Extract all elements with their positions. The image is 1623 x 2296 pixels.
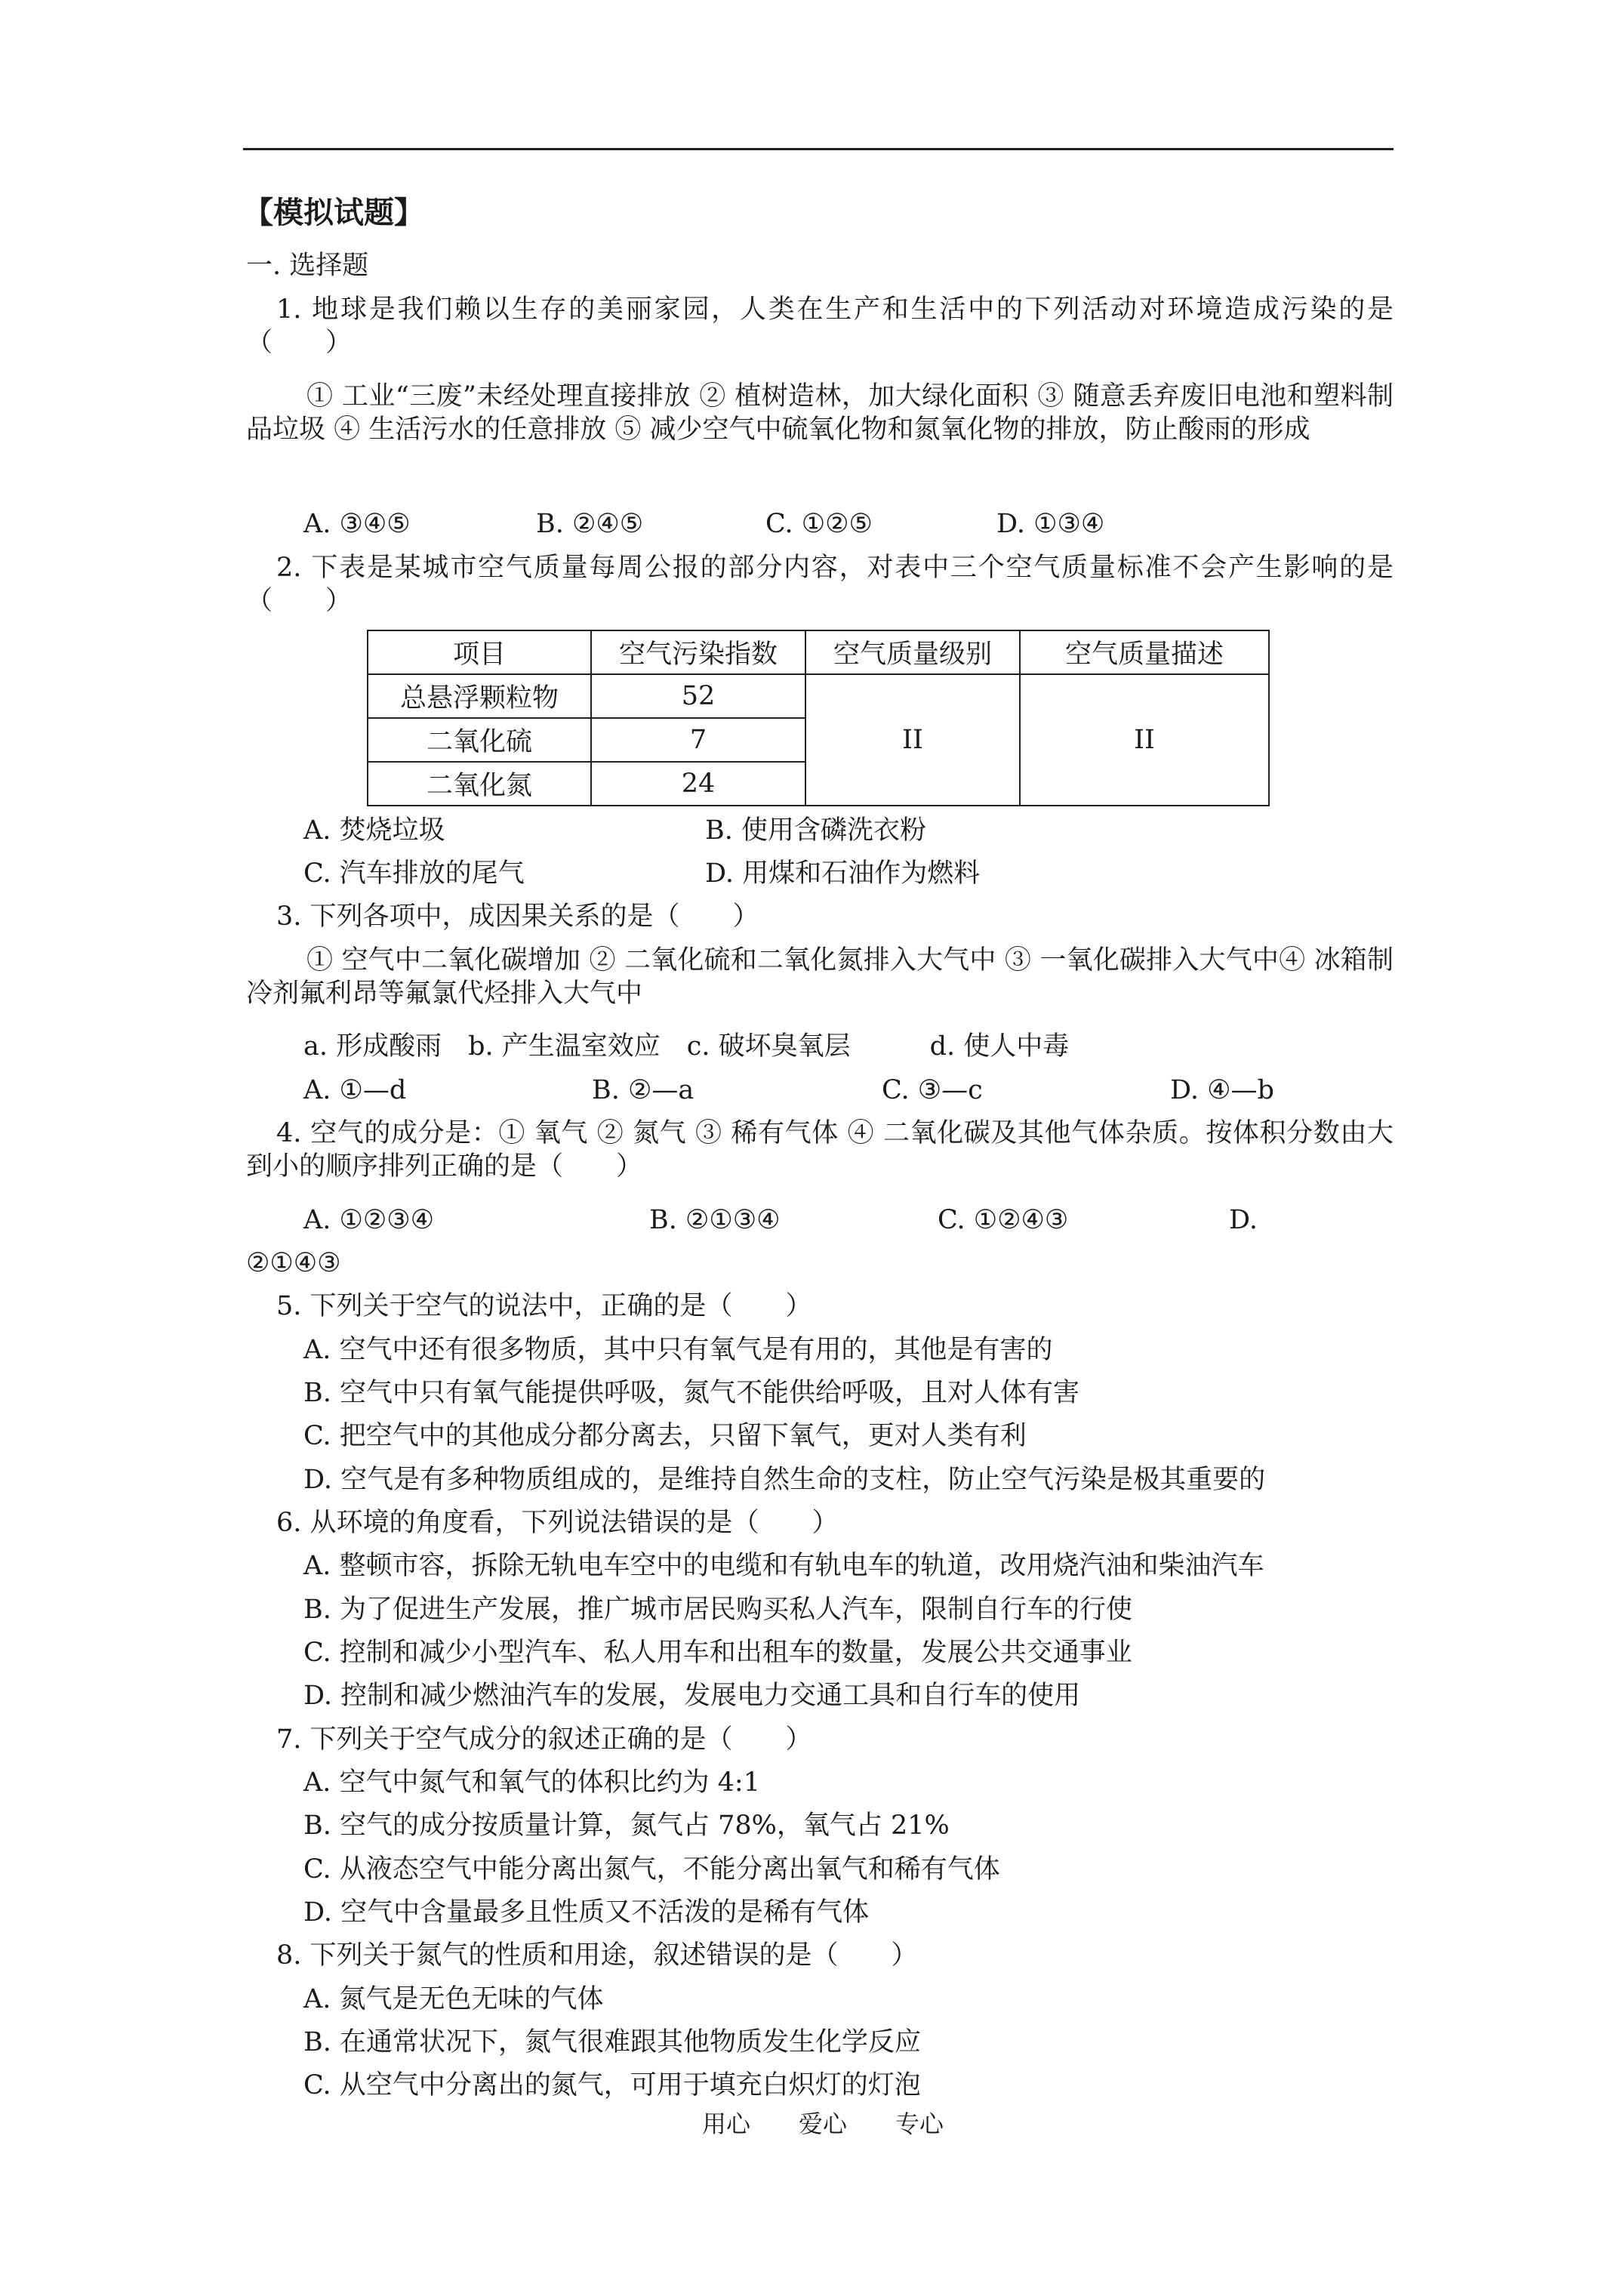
q3-option-c: C. ③—c xyxy=(882,1075,983,1105)
table-header: 项目 xyxy=(368,630,591,674)
table-header: 空气质量描述 xyxy=(1020,630,1269,674)
q6-option-c: C. 控制和减少小型汽车、私人用车和出租车的数量，发展公共交通事业 xyxy=(303,1638,1132,1668)
section-title: 【模拟试题】 xyxy=(243,195,424,230)
page-footer: 用心 爱心 专心 xyxy=(702,2110,944,2138)
q1-option-c: C. ①②⑤ xyxy=(765,509,873,539)
q2-option-a: A. 焚烧垃圾 xyxy=(303,815,445,846)
q2-stem: 2. 下表是某城市空气质量每周公报的部分内容，对表中三个空气质量标准不会产生影响的是（ ） xyxy=(246,553,1394,616)
q6-stem: 6. 从环境的角度看，下列说法错误的是（ ） xyxy=(276,1508,839,1538)
q3-option-b: B. ②—a xyxy=(592,1075,694,1105)
q2-option-c: C. 汽车排放的尾气 xyxy=(303,858,525,889)
table-cell-description: II xyxy=(1020,674,1269,806)
q6-option-d: D. 控制和减少燃油汽车的发展，发展电力交通工具和自行车的使用 xyxy=(303,1681,1081,1711)
q1-option-d: D. ①③④ xyxy=(996,509,1105,539)
q5-option-b: B. 空气中只有氧气能提供呼吸，氮气不能供给呼吸，且对人体有害 xyxy=(303,1378,1079,1408)
table-row xyxy=(368,674,1269,718)
q8-option-a: A. 氮气是无色无味的气体 xyxy=(303,1984,604,2014)
q3-effects: a. 形成酸雨 b. 产生温室效应 c. 破坏臭氧层 d. 使人中毒 xyxy=(303,1031,1070,1062)
q2-option-b: B. 使用含磷洗衣粉 xyxy=(705,815,926,846)
air-quality-table xyxy=(367,630,1270,806)
table-cell: 24 xyxy=(591,762,805,806)
q8-stem: 8. 下列关于氮气的性质和用途，叙述错误的是（ ） xyxy=(276,1940,918,1971)
q6-option-a: A. 整顿市容，拆除无轨电车空中的电缆和有轨电车的轨道，改用烧汽油和柴油汽车 xyxy=(303,1551,1264,1581)
q5-option-c: C. 把空气中的其他成分都分离去，只留下氧气，更对人类有利 xyxy=(303,1421,1027,1451)
q5-stem: 5. 下列关于空气的说法中，正确的是（ ） xyxy=(276,1291,812,1321)
q8-option-b: B. 在通常状况下，氮气很难跟其他物质发生化学反应 xyxy=(303,2027,921,2057)
q3-option-d: D. ④—b xyxy=(1170,1075,1274,1105)
q4-option-b: B. ②①③④ xyxy=(649,1205,781,1235)
q5-option-a: A. 空气中还有很多物质，其中只有氧气是有用的，其他是有害的 xyxy=(303,1335,1053,1365)
q6-option-b: B. 为了促进生产发展，推广城市居民购买私人汽车，限制自行车的行使 xyxy=(303,1595,1132,1625)
q1-option-b: B. ②④⑤ xyxy=(536,509,644,539)
q4-option-a: A. ①②③④ xyxy=(303,1205,435,1235)
q4-stem: 4. 空气的成分是：① 氧气 ② 氮气 ③ 稀有气体 ④ 二氧化碳及其他气体杂质。按体积分数由大到小的顺序排列正确的是（ ） xyxy=(246,1118,1394,1182)
q1-stem: 1. 地球是我们赖以生存的美丽家园，人类在生产和生活中的下列活动对环境造成污染的是（ ） xyxy=(246,294,1394,358)
table-cell: 52 xyxy=(591,674,805,718)
q7-option-d: D. 空气中含量最多且性质又不活泼的是稀有气体 xyxy=(303,1897,870,1928)
q3-stem: 3. 下列各项中，成因果关系的是（ ） xyxy=(276,901,759,932)
q4-option-d: D. xyxy=(1229,1205,1258,1235)
q4-option-d-value: ②①④③ xyxy=(246,1248,341,1278)
table-header: 空气污染指数 xyxy=(591,630,805,674)
q7-option-c: C. 从液态空气中能分离出氮气，不能分离出氧气和稀有气体 xyxy=(303,1854,1000,1885)
q3-items: ① 空气中二氧化碳增加 ② 二氧化硫和二氧化氮排入大气中 ③ 一氧化碳排入大气中④ 冰箱制冷剂氟利昂等氟氯代烃排入大气中 xyxy=(246,945,1394,1009)
q5-option-d: D. 空气是有多种物质组成的，是维持自然生命的支柱，防止空气污染是极其重要的 xyxy=(303,1465,1266,1495)
header-rule xyxy=(243,148,1394,150)
table-header: 空气质量级别 xyxy=(805,630,1020,674)
table-cell: 总悬浮颗粒物 xyxy=(368,674,591,718)
table-cell-level: II xyxy=(805,674,1020,806)
table-cell: 二氧化氮 xyxy=(368,762,591,806)
q2-option-d: D. 用煤和石油作为燃料 xyxy=(705,858,981,889)
table-cell: 二氧化硫 xyxy=(368,718,591,762)
q7-option-a: A. 空气中氮气和氧气的体积比约为 4:1 xyxy=(303,1767,760,1798)
table-header-row xyxy=(368,630,1269,674)
q7-stem: 7. 下列关于空气成分的叙述正确的是（ ） xyxy=(276,1724,812,1755)
table-cell: 7 xyxy=(591,718,805,762)
q3-option-a: A. ①—d xyxy=(303,1075,407,1105)
q4-option-c: C. ①②④③ xyxy=(938,1205,1069,1235)
part-title: 一. 选择题 xyxy=(246,251,369,281)
q8-option-c: C. 从空气中分离出的氮气，可用于填充白炽灯的灯泡 xyxy=(303,2070,921,2100)
q7-option-b: B. 空气的成分按质量计算，氮气占 78%，氧气占 21% xyxy=(303,1811,950,1841)
q1-option-a: A. ③④⑤ xyxy=(303,509,411,539)
q1-items: ① 工业“三废”未经处理直接排放 ② 植树造林，加大绿化面积 ③ 随意丢弃废旧电池和塑料制品垃圾 ④ 生活污水的任意排放 ⑤ 减少空气中硫氧化物和氮氧化物的排放，防止酸雨的形成 xyxy=(246,381,1394,445)
